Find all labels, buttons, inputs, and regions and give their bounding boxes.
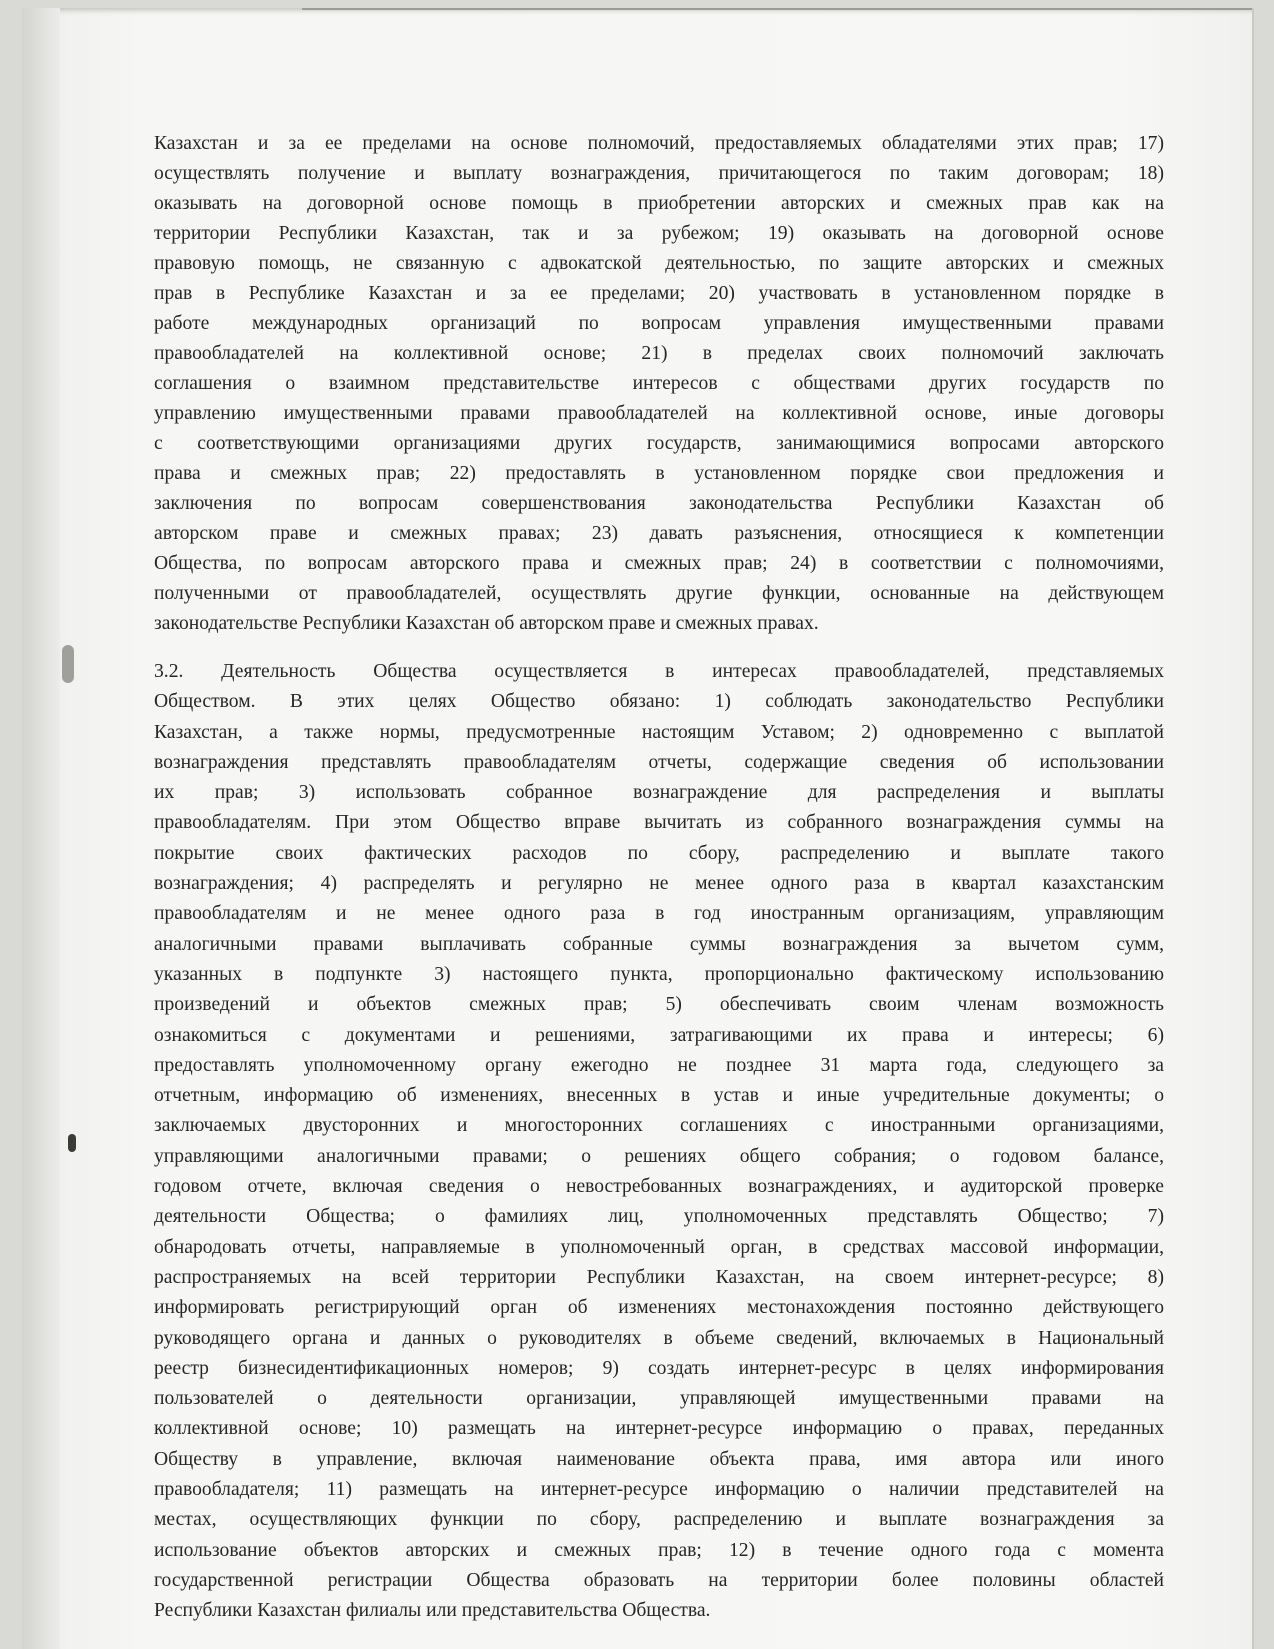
text-line: правообладателя; 11) размещать на интернет-ресурсе информацию о наличии представителей на: [154, 1479, 1164, 1501]
text-line: ознакомиться с документами и решениями, затрагивающими их права и интересы; 6): [154, 1024, 1164, 1046]
text-line: заключения по вопросам совершенствования законодательства Республики Казахстан об: [154, 493, 1164, 514]
text-line: правовую помощь, не связанную с адвокатской деятельностью, по защите авторских и смежных: [154, 253, 1164, 274]
text-line: прав в Республике Казахстан и за ее пределами; 20) участвовать в установленном порядке в: [154, 283, 1164, 304]
text-line: управлению имущественными правами правообладателей на коллективной основе, иные договоры: [154, 403, 1164, 424]
text-line: реестр бизнесидентификационных номеров; 9) создать интернет-ресурс в целях информирования: [154, 1357, 1164, 1379]
text-line: покрытие своих фактических расходов по сбору, распределению и выплате такого: [154, 842, 1164, 864]
text-line: Обществу в управление, включая наименование объекта права, имя автора или иного: [154, 1448, 1164, 1470]
text-line: коллективной основе; 10) размещать на интернет-ресурсе информацию о правах, переданных: [154, 1418, 1164, 1440]
paragraph-1: [154, 129, 1164, 639]
text-line: деятельности Общества; о фамилиях лиц, уполномоченных представлять Общество; 7): [154, 1206, 1164, 1228]
text-line: правообладателям и не менее одного раза в год иностранным организациям, управляющим: [154, 903, 1164, 925]
text-line: заключаемых двусторонних и многосторонних соглашениях с иностранными организациями,: [154, 1115, 1164, 1137]
binding-shadow: [22, 8, 60, 1649]
text-line: оказывать на договорной основе помощь в приобретении авторских и смежных прав как на: [154, 193, 1164, 214]
page-top-edge: [302, 8, 1254, 10]
text-line: распространяемых на всей территории Республики Казахстан, на своем интернет-ресурсе; 8): [154, 1266, 1164, 1288]
punch-hole: [62, 645, 74, 683]
text-line: соглашения о взаимном представительстве интересов с обществами других государств по: [154, 373, 1164, 394]
text-line: обнародовать отчеты, направляемые в уполномоченный орган, в средствах массовой информации,: [154, 1236, 1164, 1258]
text-line: пользователей о деятельности организации, управляющей имущественными правами на: [154, 1388, 1164, 1410]
text-line: Республики Казахстан филиалы или представительства Общества.: [154, 1600, 711, 1622]
text-line: Казахстан, а также нормы, предусмотренные настоящим Уставом; 2) одновременно с выплатой: [154, 721, 1164, 743]
text-line: годовом отчете, включая сведения о невостребованных вознаграждениях, и аудиторской проверке: [154, 1176, 1164, 1198]
text-line: указанных в подпункте 3) настоящего пункта, пропорционально фактическому использованию: [154, 963, 1164, 985]
document-body: [154, 129, 1164, 1627]
text-line: использование объектов авторских и смежных прав; 12) в течение одного года с момента: [154, 1539, 1164, 1561]
text-line: аналогичными правами выплачивать собранные суммы вознаграждения за вычетом сумм,: [154, 933, 1164, 955]
page-right-edge: [1252, 8, 1254, 1649]
paragraph-2: [154, 657, 1164, 1627]
text-line: Общества, по вопросам авторского права и смежных прав; 24) в соответствии с полномочиями,: [154, 553, 1164, 574]
text-line: вознаграждения представлять правообладателям отчеты, содержащие сведения об использовании: [154, 751, 1164, 773]
text-line: правообладателей на коллективной основе; 21) в пределах своих полномочий заключать: [154, 343, 1164, 364]
text-line: 3.2. Деятельность Общества осуществляется в интересах правообладателей, представляемых: [154, 661, 1164, 682]
text-line: руководящего органа и данных о руководителях в объеме сведений, включаемых в Национальный: [154, 1327, 1164, 1349]
text-line: Казахстан и за ее пределами на основе полномочий, предоставляемых обладателями этих прав; 17): [154, 133, 1164, 154]
text-line: права и смежных прав; 22) предоставлять в установленном порядке свои предложения и: [154, 463, 1164, 484]
text-line: государственной регистрации Общества образовать на территории более половины областей: [154, 1569, 1164, 1591]
text-line: произведений и объектов смежных прав; 5) обеспечивать своим членам возможность: [154, 994, 1164, 1016]
text-line: вознаграждения; 4) распределять и регулярно не менее одного раза в квартал казахстанским: [154, 873, 1164, 895]
text-line: осуществлять получение и выплату вознаграждения, причитающегося по таким договорам; 18): [154, 163, 1164, 184]
text-line: работе международных организаций по вопросам управления имущественными правами: [154, 313, 1164, 334]
text-line: Обществом. В этих целях Общество обязано: 1) соблюдать законодательство Республики: [154, 691, 1164, 713]
text-line: полученными от правообладателей, осуществлять другие функции, основанные на действующем: [154, 583, 1164, 604]
text-line: управляющими аналогичными правами; о решениях общего собрания; о годовом балансе,: [154, 1145, 1164, 1167]
punch-hole: [68, 1134, 76, 1152]
text-line: с соответствующими организациями других государств, занимающимися вопросами авторского: [154, 433, 1164, 454]
text-line: предоставлять уполномоченному органу ежегодно не позднее 31 марта года, следующего за: [154, 1054, 1164, 1076]
text-line: законодательстве Республики Казахстан об авторском праве и смежных правах.: [154, 613, 819, 634]
text-line: их прав; 3) использовать собранное вознаграждение для распределения и выплаты: [154, 782, 1164, 804]
text-line: отчетным, информацию об изменениях, внесенных в устав и иные учредительные документы; о: [154, 1085, 1164, 1107]
text-line: авторском праве и смежных правах; 23) давать разъяснения, относящиеся к компетенции: [154, 523, 1164, 544]
text-line: правообладателям. При этом Общество вправе вычитать из собранного вознаграждения суммы на: [154, 812, 1164, 834]
text-line: местах, осуществляющих функции по сбору, распределению и выплате вознаграждения за: [154, 1509, 1164, 1531]
text-line: территории Республики Казахстан, так и за рубежом; 19) оказывать на договорной основе: [154, 223, 1164, 244]
text-line: информировать регистрирующий орган об изменениях местонахождения постоянно действующего: [154, 1297, 1164, 1319]
